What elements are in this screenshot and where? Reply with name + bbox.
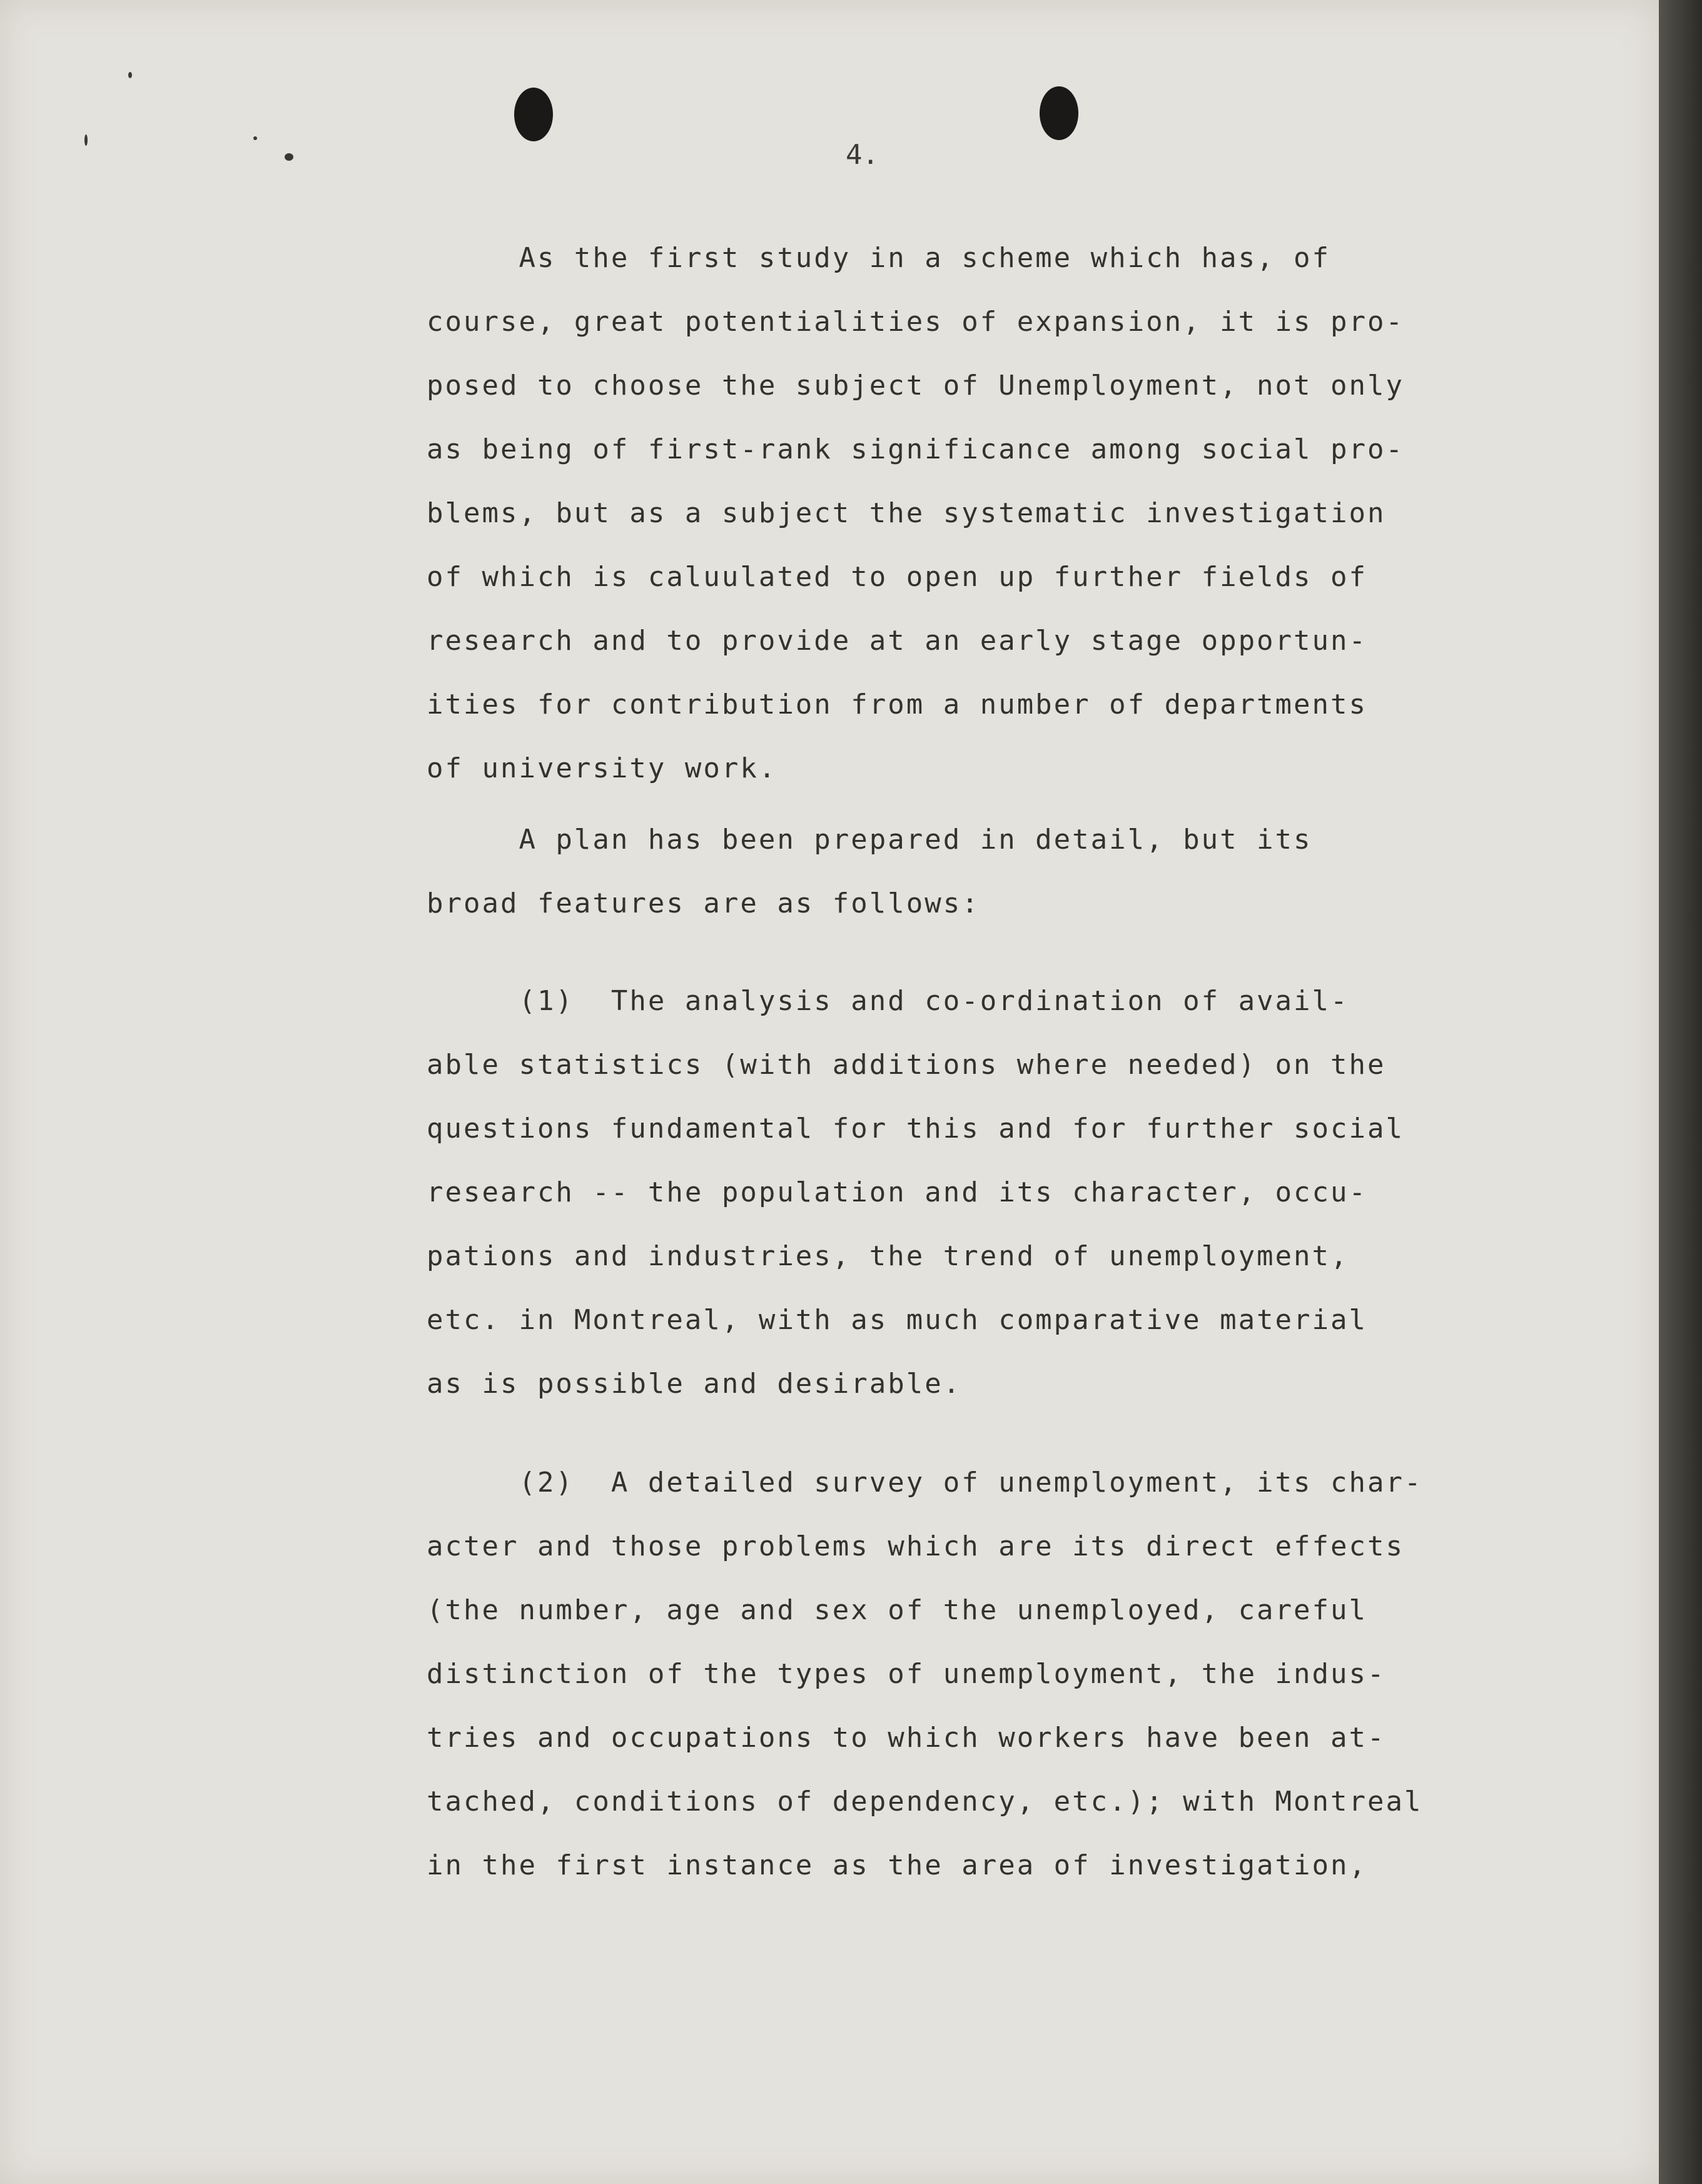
text-line: research -- the population and its character, occu- (427, 1176, 1368, 1208)
page-number: 4. (846, 139, 879, 171)
text-line: as is possible and desirable. (427, 1368, 962, 1400)
text-line: distinction of the types of unemployment, the indus- (427, 1658, 1386, 1690)
paper-speck (285, 153, 293, 161)
text-line: blems, but as a subject the systematic investigation (427, 497, 1386, 529)
text-line: A plan has been prepared in detail, but its (427, 824, 1312, 856)
list-item-2 (427, 1451, 1490, 1898)
list-item-1 (427, 969, 1490, 1416)
text-line: As the first study in a scheme which has, of (427, 242, 1331, 274)
paper-speck (128, 72, 132, 78)
punch-hole-right (1040, 86, 1078, 140)
text-line: ities for contribution from a number of departments (427, 689, 1368, 720)
text-line: (the number, age and sex of the unemployed, careful (427, 1594, 1368, 1626)
paper-speck (84, 134, 88, 146)
text-line: research and to provide at an early stage opportun- (427, 625, 1368, 657)
text-line: posed to choose the subject of Unemployment, not only (427, 370, 1404, 402)
paper-speck (253, 136, 257, 140)
text-line: of which is caluulated to open up further fields of (427, 561, 1368, 593)
text-line: acter and those problems which are its direct effects (427, 1530, 1404, 1562)
text-line: tached, conditions of dependency, etc.); with Montreal (427, 1786, 1423, 1817)
text-line: as being of first-rank significance among social pro- (427, 433, 1404, 465)
text-line: in the first instance as the area of investigation, (427, 1849, 1368, 1881)
paragraph-plan (427, 808, 1490, 936)
text-line: able statistics (with additions where needed) on the (427, 1049, 1386, 1081)
text-line: etc. in Montreal, with as much comparative material (427, 1304, 1368, 1336)
text-line: tries and occupations to which workers have been at- (427, 1722, 1386, 1754)
text-line: of university work. (427, 752, 778, 784)
text-line: (1) The analysis and co-ordination of avail- (427, 985, 1349, 1017)
punch-hole-left (514, 88, 553, 141)
text-line: questions fundamental for this and for further social (427, 1113, 1404, 1145)
text-line: pations and industries, the trend of unemployment, (427, 1240, 1349, 1272)
paragraph-intro (427, 226, 1490, 801)
text-line: course, great potentialities of expansion, it is pro- (427, 306, 1404, 338)
page-edge-shadow (1659, 0, 1702, 2184)
text-line: broad features are as follows: (427, 887, 980, 919)
text-line: (2) A detailed survey of unemployment, its char- (427, 1467, 1423, 1499)
